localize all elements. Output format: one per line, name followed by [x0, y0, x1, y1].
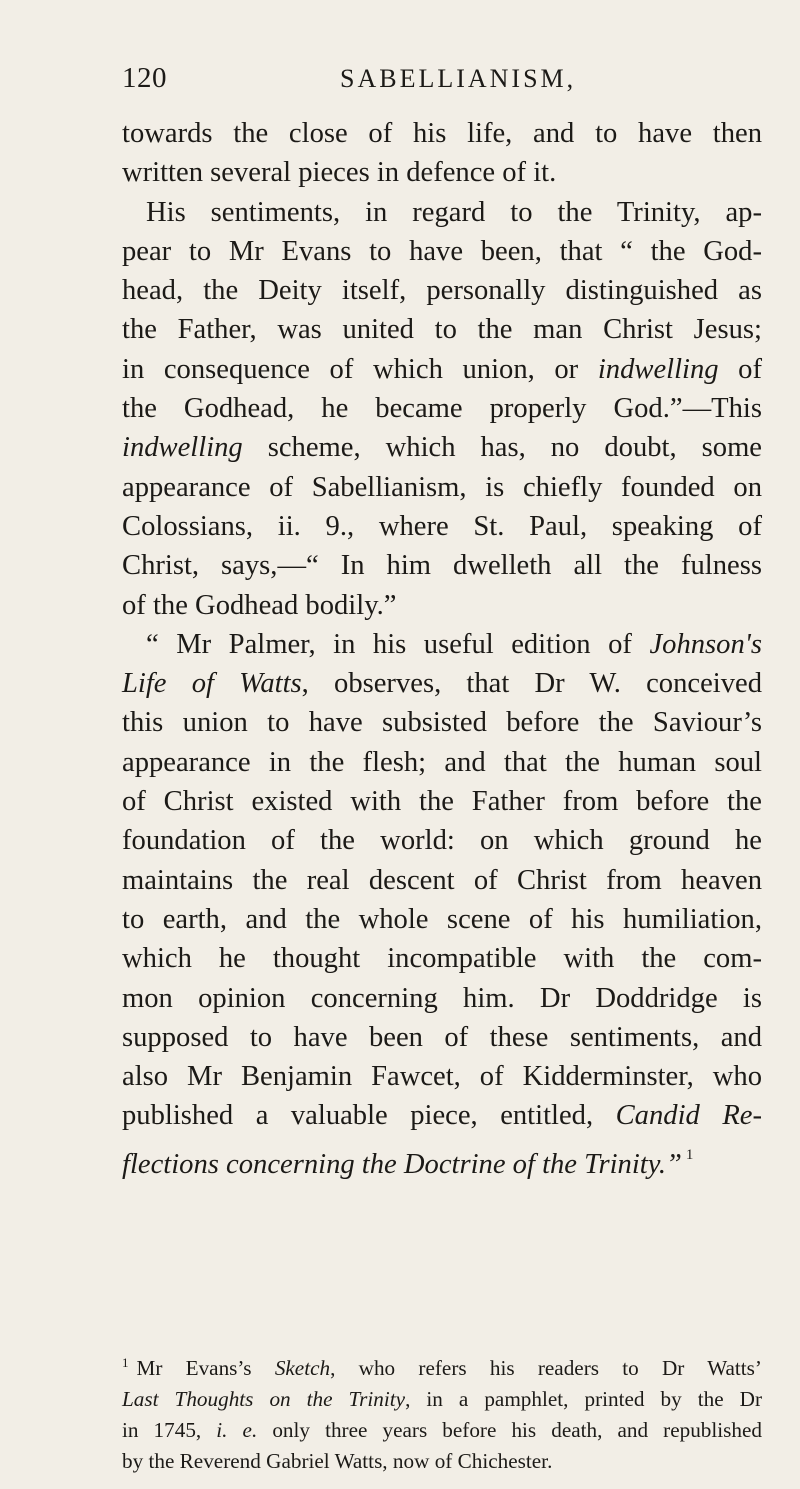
- text-line: this union to have subsisted before the Saviour’s: [122, 707, 762, 739]
- footnote: [122, 1347, 762, 1477]
- body-text: [122, 114, 762, 1184]
- text-line: which he thought incompatible with the com-: [122, 943, 762, 975]
- line-text: Mr Evans’s: [136, 1356, 275, 1380]
- page-number: 120: [122, 62, 167, 94]
- text-line: [122, 625, 762, 664]
- italic-text: Last Thoughts on the Trinity: [122, 1387, 406, 1411]
- line-text: of: [718, 353, 763, 385]
- footnote-reference: 1: [685, 1146, 694, 1163]
- footnote-line: [122, 1415, 762, 1446]
- text-line: [122, 1136, 762, 1184]
- text-line: of Christ existed with the Father from before the: [122, 786, 762, 818]
- italic-text: Sketch: [274, 1356, 331, 1380]
- italic-text: indwelling: [597, 353, 719, 385]
- italic-text: Life of Watts: [122, 668, 302, 700]
- text-line: [122, 428, 762, 467]
- line-text: in 1745,: [122, 1418, 217, 1442]
- text-line: head, the Deity itself, personally distinguished as: [122, 275, 762, 307]
- italic-text: flections concerning the Doctrine of the Trinity.”: [122, 1148, 682, 1180]
- italic-text: Candid Re-: [615, 1100, 762, 1132]
- text-line: appearance of Sabellianism, is chiefly founded on: [122, 471, 762, 503]
- footnote-line: [122, 1384, 762, 1415]
- text-line: [122, 664, 762, 703]
- footnote-line: [122, 1347, 762, 1384]
- footnote-marker: 1: [122, 1355, 129, 1370]
- line-text: , who refers his readers to Dr Watts’: [330, 1356, 762, 1380]
- line-text: scheme, which has, no doubt, some: [242, 432, 762, 464]
- page-header: [122, 62, 762, 102]
- footnote-line: by the Reverend Gabriel Watts, now of Chichester.: [122, 1449, 553, 1473]
- text-line: maintains the real descent of Christ from heaven: [122, 864, 762, 896]
- text-line: the Godhead, he became properly God.”—This: [122, 393, 762, 425]
- italic-text: i. e.: [216, 1418, 258, 1442]
- text-line: [122, 1096, 762, 1135]
- text-line: written several pieces in defence of it.: [122, 157, 557, 189]
- text-line: foundation of the world: on which ground he: [122, 825, 762, 857]
- line-text: in consequence of which union, or: [122, 353, 598, 385]
- text-line: the Father, was united to the man Christ Jesus;: [122, 314, 762, 346]
- text-line: His sentiments, in regard to the Trinity, ap-: [146, 196, 762, 228]
- line-text: published a valuable piece, entitled,: [122, 1100, 616, 1132]
- text-line: pear to Mr Evans to have been, that “ the God-: [122, 235, 762, 267]
- text-line: appearance in the flesh; and that the human soul: [122, 746, 762, 778]
- text-line: Colossians, ii. 9., where St. Paul, speaking of: [122, 510, 762, 542]
- text-line: also Mr Benjamin Fawcet, of Kidderminster, who: [122, 1061, 762, 1093]
- line-text: only three years before his death, and republished: [257, 1418, 763, 1442]
- text-line: of the Godhead bodily.”: [122, 589, 397, 621]
- text-line: Christ, says,—“ In him dwelleth all the fulness: [122, 550, 762, 582]
- line-text: , observes, that Dr W. conceived: [301, 668, 762, 700]
- text-line: supposed to have been of these sentiments, and: [122, 1021, 762, 1053]
- italic-text: Johnson's: [649, 628, 762, 660]
- running-head: SABELLIANISM,: [340, 64, 577, 93]
- text-line: mon opinion concerning him. Dr Doddridge is: [122, 982, 762, 1014]
- text-line: to earth, and the whole scene of his humiliation,: [122, 903, 762, 935]
- text-line: [122, 350, 762, 389]
- italic-text: indwelling: [122, 432, 243, 464]
- line-text: “ Mr Palmer, in his useful edition of: [146, 628, 650, 660]
- text-line: towards the close of his life, and to have then: [122, 118, 762, 149]
- line-text: , in a pamphlet, printed by the Dr: [405, 1387, 763, 1411]
